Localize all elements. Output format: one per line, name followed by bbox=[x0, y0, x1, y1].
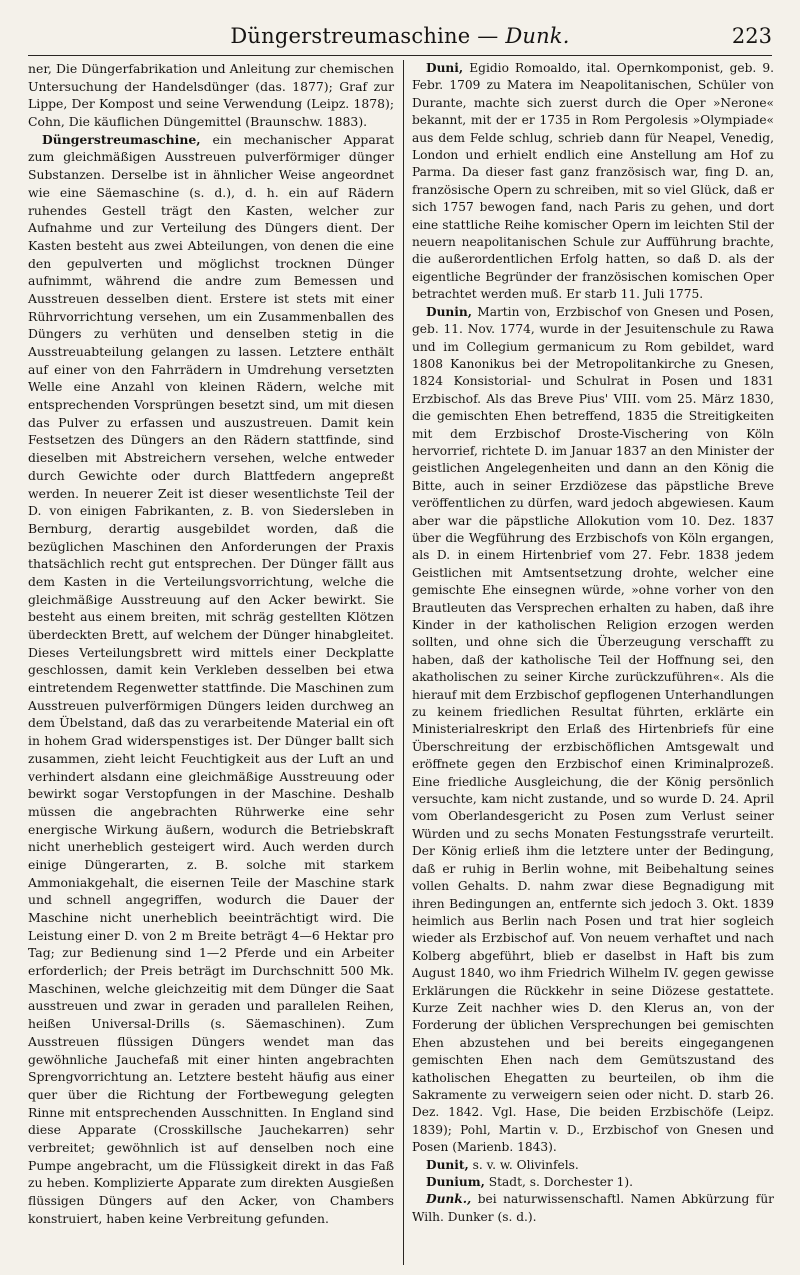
running-head-entry: Dunk. bbox=[505, 24, 570, 48]
entry-text: ein mechanischer Apparat zum gleichmäßigen Ausstreuen pulverförmiger dünger Substanzen. Derselbe ist in ähnlicher Weise angeordnet wie eine Säemaschine (s. d.), d. h. ein auf Rädern ruhendes Gestell trägt den Kasten, welcher zur Aufnahme und zur Verteilung des Düngers dient. Der Kasten besteht aus zwei Abteilungen, von denen die eine den gepulverten und möglichst trocknen Dünger aufnimmt, während die andre zum Bemessen und Ausstreuen desselben dient. Erstere ist stets mit einer Rührvorrichtung versehen, um ein Zusammenballen des Düngers zu verhüten und denselben stetig in die Ausstreuabteilung gelangen zu lassen. Letztere enthält auf einer von den Fahrrädern in Umdrehung versetzten Welle eine Anzahl von kleinen Rädern, welche mit entsprechenden Vorsprüngen besetzt sind, um mit diesen das Pulver zu erfassen und auszustreuen. Damit kein Festsetzen des Düngers an den Rädern stattfinde, sind dieselben mit Abstreichern versehen, welche entweder durch Gewichte oder durch Blattfedern angepreßt werden. In neuerer Zeit ist dieser wesentlichste Teil der D. von einigen Fabrikanten, z. B. von Siedersleben in Bernburg, derartig ausgebildet worden, daß die bezüglichen Maschinen den Anforderungen der Praxis thatsächlich recht gut entsprechen. Der Dünger fällt aus dem Kasten in die Verteilungsvorrichtung, welche die gleichmäßige Ausstreuung auf den Acker bewirkt. Sie besteht aus einem breiten, mit schräg gestellten Klötzen überdeckten Brett, auf welchem der Dünger hinabgleitet. Dieses Verteilungsbrett wird mittels einer Deckplatte geschlossen, damit kein Verkleben desselben bei etwa eintretendem Regenwetter stattfinde. Die Maschinen zum Ausstreuen pulverförmigen Düngers leiden durchweg an dem Übelstand, daß das zu verarbeitende Material ein oft in hohem Grad widerspenstiges ist. Der Dünger ballt sich zusammen, zieht leicht Feuchtigkeit aus der Luft an und verhindert alsdann eine gleichmäßige Ausstreuung oder bewirkt sogar Verstopfungen in der Maschine. Deshalb müssen die angebrachten Rührwerke eine sehr energische Wirkung äußern, wodurch die Betriebskraft nicht unerheblich gesteigert wird. Auch werden durch einige Düngerarten, z. B. solche mit starkem Ammoniakgehalt, die eisernen Teile der Maschine stark und schnell angegriffen, wodurch die Dauer der Maschine nicht unerheblich beeinträchtigt wird. Die Leistung einer D. von 2 m Breite beträgt 4—6 Hektar pro Tag; zur Bedienung sind 1—2 Pferde und ein Arbeiter erforderlich; der Preis beträgt im Durchschnitt 500 Mk. Maschinen, welche gleichzeitig mit dem Dünger die Saat ausstreuen und zwar in geraden und parallelen Reihen, heißen Universal-Drills (s. Säemaschinen). Zum Ausstreuen flüssigen Düngers wendet man das gewöhnliche Jauchefaß mit einer hinten angebrachten Sprengvorrichtung an. Letztere besteht häufig aus einer quer über die Richtung der Fortbewegung gelegten Rinne mit entsprechenden Ausschnitten. In England sind diese Apparate (Crosskillsche Jauchekarren) sehr verbreitet; gewöhnlich ist auf denselben noch eine Pumpe angebracht, um die Flüssigkeit direkt in das Faß zu heben. Komplizierte Apparate zum direkten Ausgießen flüssigen Düngers auf den Acker, von Chambers konstruiert, haben keine Verbreitung gefunden. bbox=[28, 131, 394, 1226]
running-head-prefix: Düngerstreumaschine — bbox=[230, 24, 506, 48]
entry-headword: Duni, bbox=[426, 61, 464, 75]
entry-headword: Dunium, bbox=[426, 1175, 485, 1189]
entry-text: bei naturwissenschaftl. Namen Abkürzung für Wilh. Dunker (s. d.). bbox=[412, 1192, 774, 1224]
entry-dunin bbox=[412, 304, 774, 1157]
entry-dunit bbox=[412, 1157, 774, 1174]
entry-text: s. v. w. Olivinfels. bbox=[468, 1157, 579, 1172]
left-column bbox=[28, 60, 394, 1265]
entry-duengerstreumaschine bbox=[28, 131, 394, 1228]
entry-headword: Dunin, bbox=[426, 304, 473, 319]
header-rule bbox=[28, 55, 772, 56]
right-column bbox=[412, 60, 774, 1265]
running-head bbox=[28, 24, 772, 48]
entry-headword: Düngerstreumaschine, bbox=[42, 131, 201, 147]
entry-text: Egidio Romoaldo, ital. Opernkomponist, geb. 9. Febr. 1709 zu Matera im Neapolitanischen, Schüler von Durante, machte sich zuerst durch die Oper »Nerone« bekannt, mit der er 1735 in Rom Pergolesis »Olympiade« aus dem Felde schlug, schrieb dann für Neapel, Venedig, London und erhielt endlich eine Anstellung am Hof zu Parma. Da dieser fast ganz französisch war, fing D. an, französische Opern zu schreiben, mit so viel Glück, daß er sich 1757 bewogen fand, nach Paris zu gehen, und dort eine stattliche Reihe komischer Opern im leichten Stil der neuern neapolitanischen Schule zur Aufführung brachte, die außerordentlichen Erfolg hatten, so daß D. als der eigentliche Begründer der französischen komischen Oper betrachtet werden muß. Er starb 11. Juli 1775. bbox=[412, 61, 774, 302]
continuation-paragraph: ner, Die Düngerfabrikation und Anleitung zur chemischen Untersuchung der Handelsdünger (das. 1877); Graf zur Lippe, Der Kompost und seine Verwendung (Leipz. 1878); Cohn, Die käuflichen Düngemittel (Braunschw. 1883). bbox=[28, 61, 394, 130]
entry-headword: Dunk., bbox=[426, 1192, 472, 1207]
entry-dunium bbox=[412, 1174, 774, 1191]
column-divider bbox=[403, 60, 404, 1265]
entry-headword: Dunit, bbox=[426, 1157, 469, 1172]
page-number: 223 bbox=[731, 24, 772, 48]
entry-text: Stadt, s. Dorchester 1). bbox=[484, 1175, 634, 1189]
entry-text: Martin von, Erzbischof von Gnesen und Posen, geb. 11. Nov. 1774, wurde in der Jesuitenschule zu Rawa und im Collegium germanicum zu Rom gebildet, ward 1808 Kanonikus bei der Metropolitankirche zu Gnesen, 1824 Konsistorial- und Schulrat in Posen und 1831 Erzbischof. Als das Breve Pius' VIII. vom 25. März 1830, die gemischten Ehen betreffend, 1835 die Streitigkeiten mit dem Erzbischof Droste-Vischering von Köln hervorrief, richtete D. im Januar 1837 an den Minister der geistlichen Angelegenheiten und dann an den König die Bitte, auch in seiner Erzdiözese das päpstliche Breve veröffentlichen zu dürfen, ward jedoch abgewiesen. Kaum aber war die päpstliche Allokution vom 10. Dez. 1837 über die Wegführung des Erzbischofs von Köln ergangen, als D. in einem Hirtenbrief vom 27. Febr. 1838 jedem Geistlichen mit Amtsentsetzung drohte, welcher eine gemischte Ehe einsegnen würde, »ohne vorher von den Brautleuten das Versprechen erhalten zu haben, daß ihre Kinder in der katholischen Religion erzogen werden sollten, und ohne sich die Überzeugung verschafft zu haben, daß der katholische Teil der Hoffnung sei, den akatholischen zu seiner Kirche zurückzuführen«. Als die hierauf mit dem Erzbischof gepflogenen Unterhandlungen zu keinem friedlichen Resultat führten, erklärte ein Ministerialreskript den Erlaß des Hirtenbriefs für eine Überschreitung der erzbischöflichen Amtsgewalt und eröffnete gegen den Erzbischof einen Kriminalprozeß. Eine friedliche Ausgleichung, die der König persönlich versuchte, kam nicht zustande, und so wurde D. 24. April vom Oberlandesgericht zu Posen zum Verlust seiner Würden und zu sechs Monaten Festungsstrafe verurteilt. Der König erließ ihm die letztere unter der Bedingung, daß er ruhig in Berlin wohne, mit Beibehaltung seines vollen Gehalts. D. nahm zwar diese Begnadigung mit ihren Bedingungen an, entfernte sich jedoch 3. Okt. 1839 heimlich aus Berlin nach Posen und trat hier sogleich wieder als Erzbischof auf. Von neuem verhaftet und nach Kolberg abgeführt, blieb er daselbst in Haft bis zum August 1840, wo ihm Friedrich Wilhelm IV. gegen gewisse Erklärungen die Rückkehr in seine Diözese gestattete. Kurze Zeit nachher wies D. den Klerus an, von der Forderung der üblichen Versprechungen bei gemischten Ehen abzustehen und bei bereits eingegangenen gemischten Ehen nach dem Gemütszustand des katholischen Ehegatten zu beurteilen, ob ihm die Sakramente zu verweigern seien oder nicht. D. starb 26. Dez. 1842. Vgl. Hase, Die beiden Erzbischöfe (Leipz. 1839); Pohl, Martin v. D., Erzbischof von Gnesen und Posen (Marienb. 1843). bbox=[412, 304, 774, 1155]
entry-dunk bbox=[412, 1191, 774, 1226]
entry-duni bbox=[412, 60, 774, 304]
page-header bbox=[28, 24, 772, 52]
